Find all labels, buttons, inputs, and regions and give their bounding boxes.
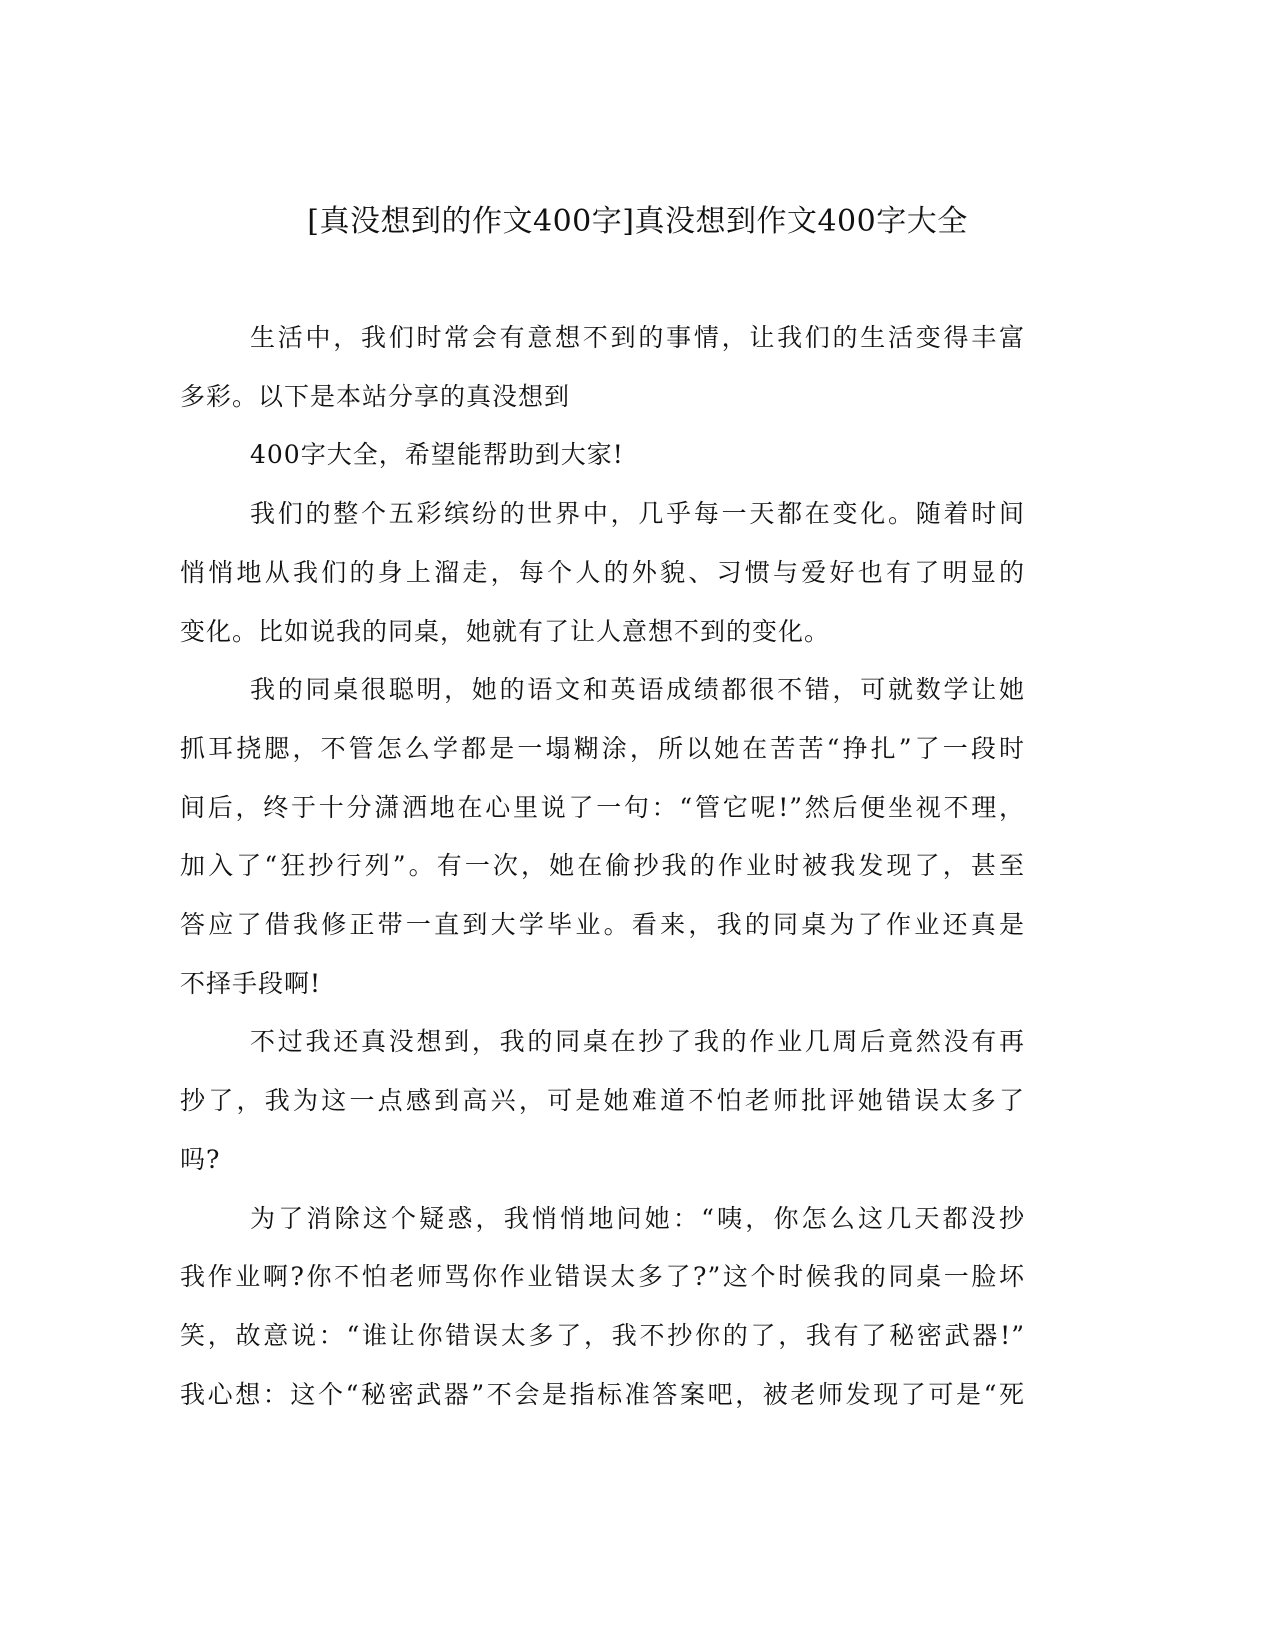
text-line: 悄悄地从我们的身上溜走，每个人的外貌、习惯与爱好也有了明显的 bbox=[180, 557, 1025, 587]
text-line: 加入了“狂抄行列”。有一次，她在偷抄我的作业时被我发现了，甚至 bbox=[180, 851, 1025, 881]
text-line: 400字大全，希望能帮助到大家! bbox=[250, 440, 624, 470]
text-line: 我们的整个五彩缤纷的世界中，几乎每一天都在变化。随着时间 bbox=[250, 499, 1025, 529]
text-line: 我作业啊?你不怕老师骂你作业错误太多了?”这个时候我的同桌一脸坏 bbox=[180, 1262, 1025, 1292]
text-line: 我心想：这个“秘密武器”不会是指标准答案吧，被老师发现了可是“死 bbox=[180, 1379, 1025, 1409]
text-line: 答应了借我修正带一直到大学毕业。看来，我的同桌为了作业还真是 bbox=[180, 910, 1025, 939]
text-line: 为了消除这个疑惑，我悄悄地问她：“咦，你怎么这几天都没抄 bbox=[250, 1203, 1025, 1233]
text-line: 抄了，我为这一点感到高兴，可是她难道不怕老师批评她错误太多了 bbox=[180, 1086, 1025, 1116]
text-line: 我的同桌很聪明，她的语文和英语成绩都很不错，可就数学让她 bbox=[250, 675, 1025, 705]
text-line: 抓耳挠腮，不管怎么学都是一塌糊涂，所以她在苦苦“挣扎”了一段时 bbox=[180, 733, 1025, 763]
text-line: 生活中，我们时常会有意想不到的事情，让我们的生活变得丰富 bbox=[250, 323, 1025, 352]
text-line: 不择手段啊! bbox=[180, 968, 322, 998]
text-line: 不过我还真没想到，我的同桌在抄了我的作业几周后竟然没有再 bbox=[250, 1027, 1025, 1057]
text-line: 变化。比如说我的同桌，她就有了让人意想不到的变化。 bbox=[180, 616, 831, 646]
text-line: 吗? bbox=[180, 1144, 221, 1174]
text-line: 多彩。以下是本站分享的真没想到 bbox=[180, 381, 571, 411]
text-line: 笑，故意说：“谁让你错误太多了，我不抄你的了，我有了秘密武器!” bbox=[180, 1320, 1025, 1350]
document-title: [真没想到的作文400字]真没想到作文400字大全 bbox=[307, 204, 968, 239]
text-line: 间后，终于十分潇洒地在心里说了一句：“管它呢!”然后便坐视不理， bbox=[180, 792, 1025, 822]
